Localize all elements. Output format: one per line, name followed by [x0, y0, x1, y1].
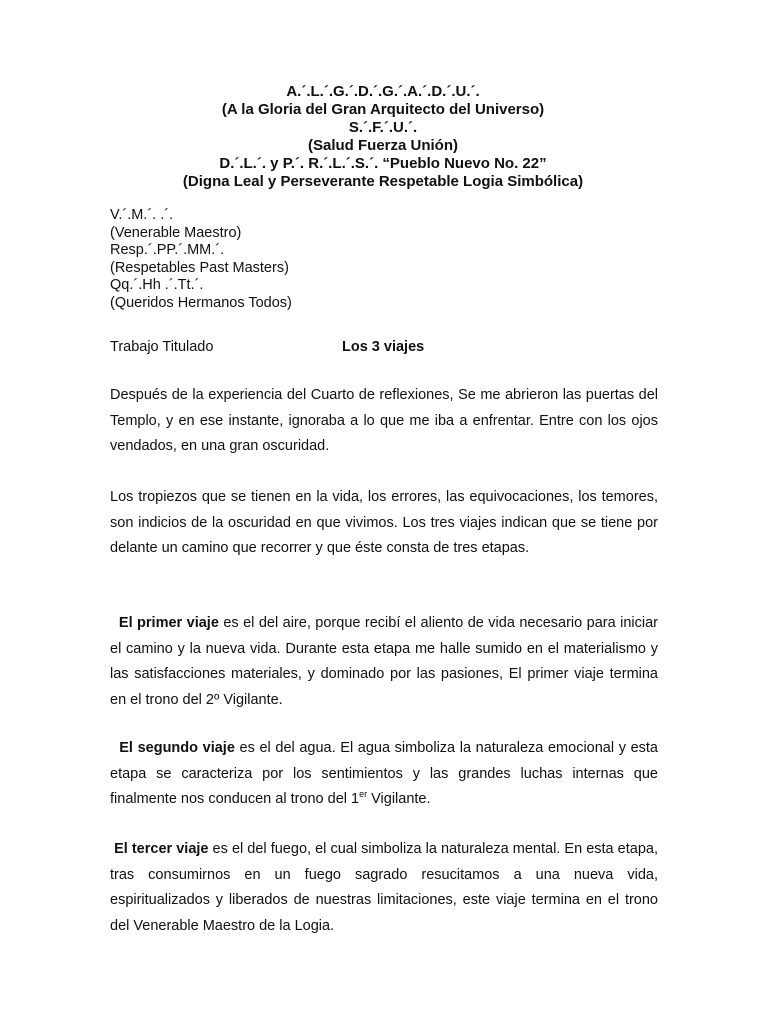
header-abbreviation: A.´.L.´.G.´.D.´.G.´.A.´.D.´.U.´.: [286, 83, 480, 100]
salutation-line: (Respetables Past Masters): [110, 259, 289, 276]
salutation-line: (Venerable Maestro): [110, 224, 242, 241]
lodge-name: D.´.L.´. y P.´. R.´.L.´.S.´. “Pueblo Nuevo No. 22”: [219, 155, 547, 172]
salutation-line: Qq.´.Hh .´.Tt.´.: [110, 277, 204, 294]
salutation-line: Resp.´.PP.´.MM.´.: [110, 242, 225, 259]
document-header: [108, 83, 658, 191]
paragraph-lead: El tercer viaje: [114, 841, 209, 857]
salutation-line: (Queridos Hermanos Todos): [110, 294, 292, 311]
lodge-name-expansion: (Digna Leal y Perseverante Respetable Logia Simbólica): [182, 173, 584, 190]
paragraph: [110, 736, 658, 813]
paragraph: [110, 485, 658, 562]
work-title: Los 3 viajes: [342, 339, 425, 355]
paragraph-lead: El primer viaje: [118, 615, 219, 631]
paragraph: [110, 611, 658, 713]
paragraph-text: es el del aire, porque recibí el aliento de vida necesario para iniciar el camino y la nueva vida. Durante esta etapa me halle sumido en el materialismo y las satisfacciones materiales, y dominado por las pasiones, El primer viaje termina en el trono del 2º Vigilante.: [110, 615, 659, 708]
salutation-block: [110, 207, 292, 313]
paragraph-text: es el del agua. El agua simboliza la naturaleza emocional y esta etapa se caracteriza por los sentimientos y las grandes luchas internas que finalmente nos conducen al trono del 1: [110, 740, 658, 807]
ordinal-superscript: er: [359, 789, 368, 799]
paragraph-text: Los tropiezos que se tienen en la vida, los errores, las equivocaciones, los temores, son indicios de la oscuridad en que vivimos. Los tres viajes indican que se tiene por delante un camino que recorrer y que éste consta de tres etapas.: [110, 489, 658, 556]
paragraph: [110, 383, 658, 460]
paragraph-lead: El segundo viaje: [119, 740, 235, 756]
header-expansion: (A la Gloria del Gran Arquitecto del Universo): [221, 101, 545, 118]
work-title-label: Trabajo Titulado: [110, 339, 214, 355]
header-greeting-abbreviation: S.´.F.´.U.´.: [348, 119, 418, 136]
paragraph-tail: Vigilante.: [367, 791, 431, 807]
salutation-line: V.´.M.´. .´.: [110, 207, 174, 223]
header-greeting-expansion: (Salud Fuerza Unión): [308, 137, 458, 154]
paragraph-text: es el del fuego, el cual simboliza la naturaleza mental. En esta etapa, tras consumirnos en un fuego sagrado resucitamos a una nueva vida, espiritualizados y liberados de nuestras limitaciones, este viaje termina en el trono del Venerable Maestro de la Logia.: [110, 841, 658, 934]
paragraph-text: Después de la experiencia del Cuarto de reflexiones, Se me abrieron las puertas del Templo, y en ese instante, ignoraba a lo que me iba a enfrentar. Entre con los ojos vendados, en una gran oscuridad.: [110, 387, 658, 454]
paragraph: [110, 837, 658, 939]
work-title-row: [110, 338, 660, 356]
